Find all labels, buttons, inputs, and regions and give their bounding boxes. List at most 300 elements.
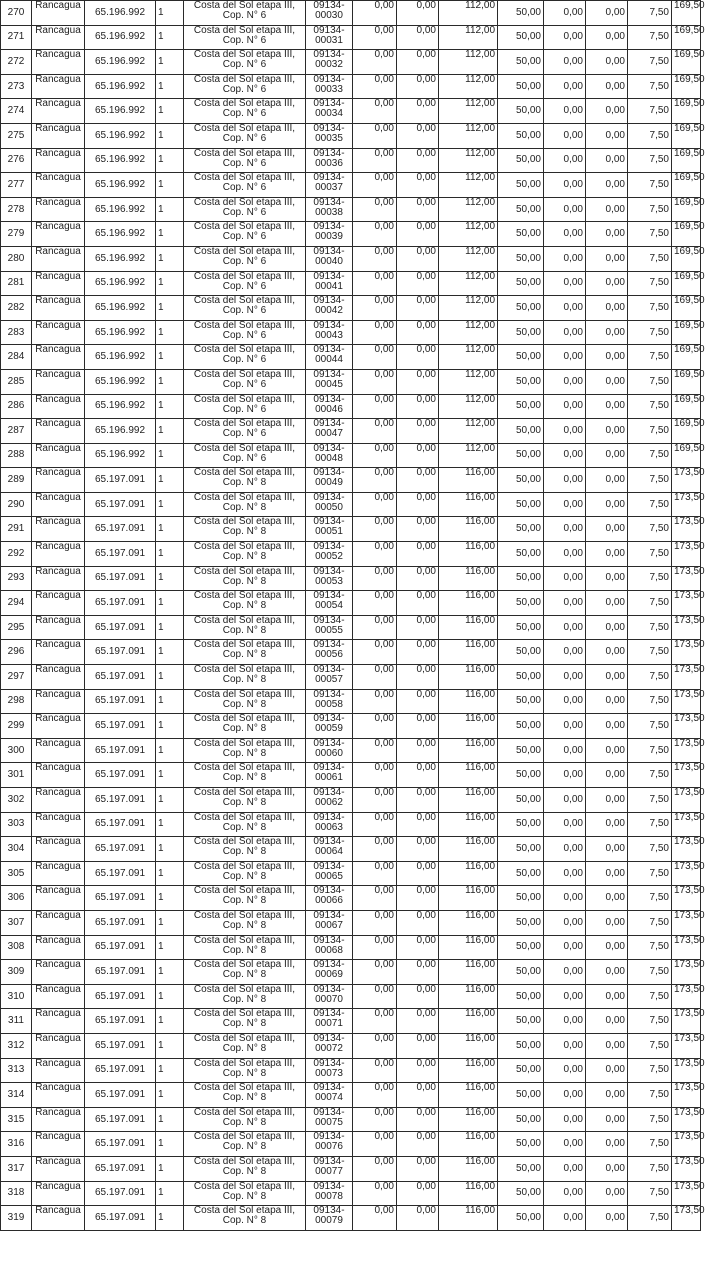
value-1-cell: 0,00 — [353, 1033, 397, 1058]
value-4-cell: 50,00 — [498, 714, 544, 739]
value-5-cell: 0,00 — [544, 566, 586, 591]
quantity-cell: 1 — [156, 74, 184, 99]
code-line: 00045 — [315, 378, 343, 390]
value-4-cell: 50,00 — [498, 738, 544, 763]
city-cell: Rancagua — [32, 1107, 85, 1132]
code-line: 00060 — [315, 747, 343, 759]
property-name-line: Cop. N° 8 — [222, 870, 267, 882]
property-name-cell — [184, 837, 306, 862]
value-4-cell: 50,00 — [498, 517, 544, 542]
value-3-cell: 116,00 — [439, 1058, 498, 1083]
value-2-cell: 0,00 — [397, 99, 439, 124]
property-name-line: Costa del Sol etapa III, — [193, 983, 296, 995]
total-cell: 173,50 — [672, 468, 701, 493]
property-name-line: Cop. N° 8 — [222, 1141, 267, 1153]
code-cell — [306, 837, 353, 862]
value-4-cell: 50,00 — [498, 542, 544, 567]
total-cell: 173,50 — [672, 812, 701, 837]
property-name-cell — [184, 763, 306, 788]
value-5-cell: 0,00 — [544, 492, 586, 517]
code-cell — [306, 1033, 353, 1058]
city-cell: Rancagua — [32, 271, 85, 296]
code-cell — [306, 25, 353, 50]
property-name-line: Cop. N° 8 — [222, 993, 267, 1005]
value-3-cell: 116,00 — [439, 665, 498, 690]
property-name-cell — [184, 738, 306, 763]
quantity-cell: 1 — [156, 1083, 184, 1108]
rol-cell: 65.196.992 — [85, 394, 156, 419]
rol-cell: 65.196.992 — [85, 173, 156, 198]
value-2-cell: 0,00 — [397, 419, 439, 444]
code-line: 00034 — [315, 108, 343, 120]
quantity-cell: 1 — [156, 320, 184, 345]
property-name-line: Costa del Sol etapa III, — [193, 614, 296, 626]
code-line: 00051 — [315, 526, 343, 538]
row-number: 301 — [1, 763, 32, 788]
value-5-cell: 0,00 — [544, 763, 586, 788]
value-2-cell: 0,00 — [397, 1083, 439, 1108]
quantity-cell: 1 — [156, 1132, 184, 1157]
code-line: 09134- — [313, 1082, 345, 1094]
property-name-line: Cop. N° 6 — [222, 255, 267, 267]
rol-cell: 65.197.091 — [85, 665, 156, 690]
value-2-cell: 0,00 — [397, 886, 439, 911]
value-7-cell: 7,50 — [628, 1206, 672, 1231]
table-row — [1, 1009, 701, 1034]
property-name-line: Costa del Sol etapa III, — [193, 1106, 296, 1118]
value-3-cell: 116,00 — [439, 1033, 498, 1058]
value-2-cell: 0,00 — [397, 1132, 439, 1157]
city-cell: Rancagua — [32, 960, 85, 985]
total-cell: 173,50 — [672, 1132, 701, 1157]
code-line: 09134- — [313, 196, 345, 208]
quantity-cell: 1 — [156, 1107, 184, 1132]
code-cell — [306, 246, 353, 271]
code-line: 09134- — [313, 983, 345, 995]
code-line: 00073 — [315, 1067, 343, 1079]
value-7-cell: 7,50 — [628, 25, 672, 50]
rol-cell: 65.197.091 — [85, 615, 156, 640]
value-3-cell: 116,00 — [439, 738, 498, 763]
value-6-cell: 0,00 — [586, 1058, 628, 1083]
quantity-cell: 1 — [156, 443, 184, 468]
quantity-cell: 1 — [156, 1009, 184, 1034]
property-name-cell — [184, 1058, 306, 1083]
code-line: 09134- — [313, 122, 345, 134]
value-1-cell: 0,00 — [353, 1107, 397, 1132]
value-3-cell: 116,00 — [439, 960, 498, 985]
table-row — [1, 173, 701, 198]
value-3-cell: 112,00 — [439, 50, 498, 75]
code-line: 00066 — [315, 895, 343, 907]
value-7-cell: 7,50 — [628, 271, 672, 296]
city-cell: Rancagua — [32, 1156, 85, 1181]
value-7-cell: 7,50 — [628, 689, 672, 714]
value-7-cell: 7,50 — [628, 197, 672, 222]
table-row — [1, 468, 701, 493]
city-cell: Rancagua — [32, 50, 85, 75]
value-5-cell: 0,00 — [544, 148, 586, 173]
value-3-cell: 112,00 — [439, 394, 498, 419]
code-line: 09134- — [313, 713, 345, 725]
code-line: 00068 — [315, 944, 343, 956]
row-number: 294 — [1, 591, 32, 616]
table-row — [1, 517, 701, 542]
table-row — [1, 1083, 701, 1108]
value-1-cell: 0,00 — [353, 246, 397, 271]
code-cell — [306, 788, 353, 813]
value-2-cell: 0,00 — [397, 148, 439, 173]
code-cell — [306, 517, 353, 542]
value-4-cell: 50,00 — [498, 566, 544, 591]
value-2-cell: 0,00 — [397, 1009, 439, 1034]
value-7-cell: 7,50 — [628, 1083, 672, 1108]
code-line: 00047 — [315, 428, 343, 440]
property-name-line: Costa del Sol etapa III, — [193, 934, 296, 946]
value-1-cell: 0,00 — [353, 1132, 397, 1157]
property-name-line: Cop. N° 6 — [222, 378, 267, 390]
value-2-cell: 0,00 — [397, 640, 439, 665]
table-row — [1, 935, 701, 960]
code-line: 09134- — [313, 245, 345, 257]
value-5-cell: 0,00 — [544, 369, 586, 394]
value-2-cell: 0,00 — [397, 222, 439, 247]
city-cell: Rancagua — [32, 640, 85, 665]
quantity-cell: 1 — [156, 984, 184, 1009]
table-row — [1, 271, 701, 296]
value-7-cell: 7,50 — [628, 1058, 672, 1083]
quantity-cell: 1 — [156, 689, 184, 714]
code-line: 09134- — [313, 1180, 345, 1192]
code-line: 09134- — [313, 147, 345, 159]
value-4-cell: 50,00 — [498, 665, 544, 690]
code-cell — [306, 1083, 353, 1108]
city-cell: Rancagua — [32, 861, 85, 886]
city-cell: Rancagua — [32, 197, 85, 222]
city-cell: Rancagua — [32, 788, 85, 813]
total-cell: 173,50 — [672, 1181, 701, 1206]
row-number: 307 — [1, 910, 32, 935]
code-cell — [306, 861, 353, 886]
table-row — [1, 1, 701, 26]
rol-cell: 65.197.091 — [85, 542, 156, 567]
value-3-cell: 116,00 — [439, 861, 498, 886]
value-2-cell: 0,00 — [397, 935, 439, 960]
property-name-line: Cop. N° 6 — [222, 206, 267, 218]
code-line: 00072 — [315, 1042, 343, 1054]
code-line: 00036 — [315, 157, 343, 169]
code-line: 00076 — [315, 1141, 343, 1153]
property-name-line: Costa del Sol etapa III, — [193, 860, 296, 872]
table-row — [1, 492, 701, 517]
value-6-cell: 0,00 — [586, 25, 628, 50]
rol-cell: 65.197.091 — [85, 640, 156, 665]
code-line: 00046 — [315, 403, 343, 415]
quantity-cell: 1 — [156, 369, 184, 394]
city-cell: Rancagua — [32, 246, 85, 271]
quantity-cell: 1 — [156, 566, 184, 591]
city-cell: Rancagua — [32, 443, 85, 468]
property-name-line: Costa del Sol etapa III, — [193, 1131, 296, 1143]
total-cell: 173,50 — [672, 640, 701, 665]
code-cell — [306, 99, 353, 124]
value-5-cell: 0,00 — [544, 1, 586, 26]
rol-cell: 65.197.091 — [85, 763, 156, 788]
row-number: 295 — [1, 615, 32, 640]
table-row — [1, 665, 701, 690]
rol-cell: 65.197.091 — [85, 837, 156, 862]
row-number: 319 — [1, 1206, 32, 1231]
value-1-cell: 0,00 — [353, 960, 397, 985]
value-4-cell: 50,00 — [498, 222, 544, 247]
property-name-line: Costa del Sol etapa III, — [193, 491, 296, 503]
property-name-line: Costa del Sol etapa III, — [193, 1008, 296, 1020]
quantity-cell: 1 — [156, 1033, 184, 1058]
code-cell — [306, 50, 353, 75]
property-name-line: Cop. N° 8 — [222, 1018, 267, 1030]
value-5-cell: 0,00 — [544, 1107, 586, 1132]
property-name-line: Cop. N° 6 — [222, 108, 267, 120]
table-row — [1, 788, 701, 813]
value-3-cell: 112,00 — [439, 74, 498, 99]
quantity-cell: 1 — [156, 910, 184, 935]
property-name-cell — [184, 542, 306, 567]
value-3-cell: 116,00 — [439, 517, 498, 542]
total-cell: 169,50 — [672, 148, 701, 173]
code-line: 00064 — [315, 846, 343, 858]
code-line: 09134- — [313, 295, 345, 307]
value-7-cell: 7,50 — [628, 246, 672, 271]
city-cell: Rancagua — [32, 1083, 85, 1108]
city-cell: Rancagua — [32, 394, 85, 419]
value-6-cell: 0,00 — [586, 50, 628, 75]
row-number: 306 — [1, 886, 32, 911]
code-line: 00033 — [315, 83, 343, 95]
property-name-line: Cop. N° 8 — [222, 526, 267, 538]
table-row — [1, 689, 701, 714]
code-line: 00078 — [315, 1190, 343, 1202]
value-1-cell: 0,00 — [353, 1, 397, 26]
property-name-line: Cop. N° 6 — [222, 34, 267, 46]
property-name-cell — [184, 345, 306, 370]
code-line: 00074 — [315, 1092, 343, 1104]
property-name-cell — [184, 99, 306, 124]
city-cell: Rancagua — [32, 419, 85, 444]
value-2-cell: 0,00 — [397, 25, 439, 50]
value-3-cell: 112,00 — [439, 320, 498, 345]
property-name-cell — [184, 197, 306, 222]
value-6-cell: 0,00 — [586, 1009, 628, 1034]
rol-cell: 65.196.992 — [85, 25, 156, 50]
value-5-cell: 0,00 — [544, 738, 586, 763]
value-2-cell: 0,00 — [397, 665, 439, 690]
property-name-line: Costa del Sol etapa III, — [193, 664, 296, 676]
value-5-cell: 0,00 — [544, 468, 586, 493]
total-cell: 169,50 — [672, 345, 701, 370]
value-4-cell: 50,00 — [498, 1107, 544, 1132]
property-name-line: Costa del Sol etapa III, — [193, 836, 296, 848]
rol-cell: 65.197.091 — [85, 960, 156, 985]
code-cell — [306, 812, 353, 837]
value-2-cell: 0,00 — [397, 296, 439, 321]
property-name-line: Cop. N° 6 — [222, 231, 267, 243]
rol-cell: 65.196.992 — [85, 246, 156, 271]
property-name-cell — [184, 935, 306, 960]
property-name-line: Cop. N° 6 — [222, 280, 267, 292]
quantity-cell: 1 — [156, 935, 184, 960]
city-cell: Rancagua — [32, 886, 85, 911]
code-line: 00048 — [315, 452, 343, 464]
value-7-cell: 7,50 — [628, 788, 672, 813]
table-row — [1, 886, 701, 911]
code-line: 00079 — [315, 1215, 343, 1227]
value-6-cell: 0,00 — [586, 566, 628, 591]
value-1-cell: 0,00 — [353, 861, 397, 886]
code-line: 09134- — [313, 1155, 345, 1167]
value-4-cell: 50,00 — [498, 788, 544, 813]
value-4-cell: 50,00 — [498, 1132, 544, 1157]
property-name-cell — [184, 1033, 306, 1058]
total-cell: 173,50 — [672, 542, 701, 567]
row-number: 291 — [1, 517, 32, 542]
city-cell: Rancagua — [32, 148, 85, 173]
quantity-cell: 1 — [156, 763, 184, 788]
property-name-line: Cop. N° 8 — [222, 747, 267, 759]
value-3-cell: 116,00 — [439, 1181, 498, 1206]
property-name-line: Costa del Sol etapa III, — [193, 418, 296, 430]
value-6-cell: 0,00 — [586, 640, 628, 665]
value-6-cell: 0,00 — [586, 1206, 628, 1231]
total-cell: 173,50 — [672, 788, 701, 813]
value-2-cell: 0,00 — [397, 345, 439, 370]
property-name-cell — [184, 369, 306, 394]
code-line: 09134- — [313, 418, 345, 430]
property-name-cell — [184, 615, 306, 640]
value-2-cell: 0,00 — [397, 468, 439, 493]
table-row — [1, 443, 701, 468]
table-row — [1, 837, 701, 862]
value-5-cell: 0,00 — [544, 960, 586, 985]
total-cell: 173,50 — [672, 738, 701, 763]
property-name-line: Costa del Sol etapa III, — [193, 442, 296, 454]
table-row — [1, 1181, 701, 1206]
city-cell: Rancagua — [32, 345, 85, 370]
rol-cell: 65.196.992 — [85, 443, 156, 468]
property-name-line: Cop. N° 6 — [222, 83, 267, 95]
code-line: 09134- — [313, 1131, 345, 1143]
value-6-cell: 0,00 — [586, 861, 628, 886]
property-name-line: Costa del Sol etapa III, — [193, 73, 296, 85]
code-cell — [306, 689, 353, 714]
value-7-cell: 7,50 — [628, 738, 672, 763]
value-6-cell: 0,00 — [586, 1107, 628, 1132]
value-3-cell: 112,00 — [439, 419, 498, 444]
property-name-line: Cop. N° 6 — [222, 403, 267, 415]
city-cell: Rancagua — [32, 468, 85, 493]
value-7-cell: 7,50 — [628, 517, 672, 542]
property-name-cell — [184, 320, 306, 345]
city-cell: Rancagua — [32, 542, 85, 567]
value-7-cell: 7,50 — [628, 468, 672, 493]
property-name-line: Cop. N° 8 — [222, 944, 267, 956]
value-6-cell: 0,00 — [586, 99, 628, 124]
row-number: 280 — [1, 246, 32, 271]
code-cell — [306, 1107, 353, 1132]
total-cell: 169,50 — [672, 74, 701, 99]
value-2-cell: 0,00 — [397, 1058, 439, 1083]
property-name-line: Cop. N° 8 — [222, 674, 267, 686]
property-name-cell — [184, 566, 306, 591]
code-line: 09134- — [313, 762, 345, 774]
value-3-cell: 112,00 — [439, 173, 498, 198]
code-line: 00069 — [315, 969, 343, 981]
property-name-line: Costa del Sol etapa III, — [193, 368, 296, 380]
city-cell: Rancagua — [32, 369, 85, 394]
property-name-cell — [184, 74, 306, 99]
code-line: 09134- — [313, 98, 345, 110]
rol-cell: 65.196.992 — [85, 419, 156, 444]
value-1-cell: 0,00 — [353, 1181, 397, 1206]
property-name-cell — [184, 148, 306, 173]
code-line: 09134- — [313, 639, 345, 651]
value-4-cell: 50,00 — [498, 935, 544, 960]
property-name-line: Cop. N° 6 — [222, 132, 267, 144]
value-4-cell: 50,00 — [498, 886, 544, 911]
property-name-cell — [184, 443, 306, 468]
rol-cell: 65.196.992 — [85, 123, 156, 148]
value-3-cell: 112,00 — [439, 99, 498, 124]
code-line: 00065 — [315, 870, 343, 882]
code-line: 09134- — [313, 491, 345, 503]
quantity-cell: 1 — [156, 861, 184, 886]
code-line: 09134- — [313, 0, 345, 11]
property-name-cell — [184, 591, 306, 616]
value-4-cell: 50,00 — [498, 837, 544, 862]
value-3-cell: 112,00 — [439, 296, 498, 321]
value-7-cell: 7,50 — [628, 369, 672, 394]
property-name-line: Cop. N° 8 — [222, 723, 267, 735]
value-1-cell: 0,00 — [353, 763, 397, 788]
value-5-cell: 0,00 — [544, 689, 586, 714]
code-line: 00071 — [315, 1018, 343, 1030]
row-number: 279 — [1, 222, 32, 247]
row-number: 305 — [1, 861, 32, 886]
value-6-cell: 0,00 — [586, 492, 628, 517]
value-5-cell: 0,00 — [544, 1181, 586, 1206]
code-line: 00032 — [315, 59, 343, 71]
total-cell: 169,50 — [672, 1, 701, 26]
value-4-cell: 50,00 — [498, 394, 544, 419]
row-number: 283 — [1, 320, 32, 345]
row-number: 303 — [1, 812, 32, 837]
value-4-cell: 50,00 — [498, 99, 544, 124]
row-number: 275 — [1, 123, 32, 148]
property-name-line: Costa del Sol etapa III, — [193, 787, 296, 798]
value-6-cell: 0,00 — [586, 788, 628, 813]
value-5-cell: 0,00 — [544, 271, 586, 296]
city-cell: Rancagua — [32, 812, 85, 837]
quantity-cell: 1 — [156, 886, 184, 911]
city-cell: Rancagua — [32, 1058, 85, 1083]
property-name-line: Costa del Sol etapa III, — [193, 811, 296, 823]
property-name-line: Costa del Sol etapa III, — [193, 1155, 296, 1167]
code-line: 09134- — [313, 73, 345, 85]
table-row — [1, 74, 701, 99]
value-7-cell: 7,50 — [628, 763, 672, 788]
value-1-cell: 0,00 — [353, 615, 397, 640]
value-5-cell: 0,00 — [544, 419, 586, 444]
value-3-cell: 112,00 — [439, 271, 498, 296]
